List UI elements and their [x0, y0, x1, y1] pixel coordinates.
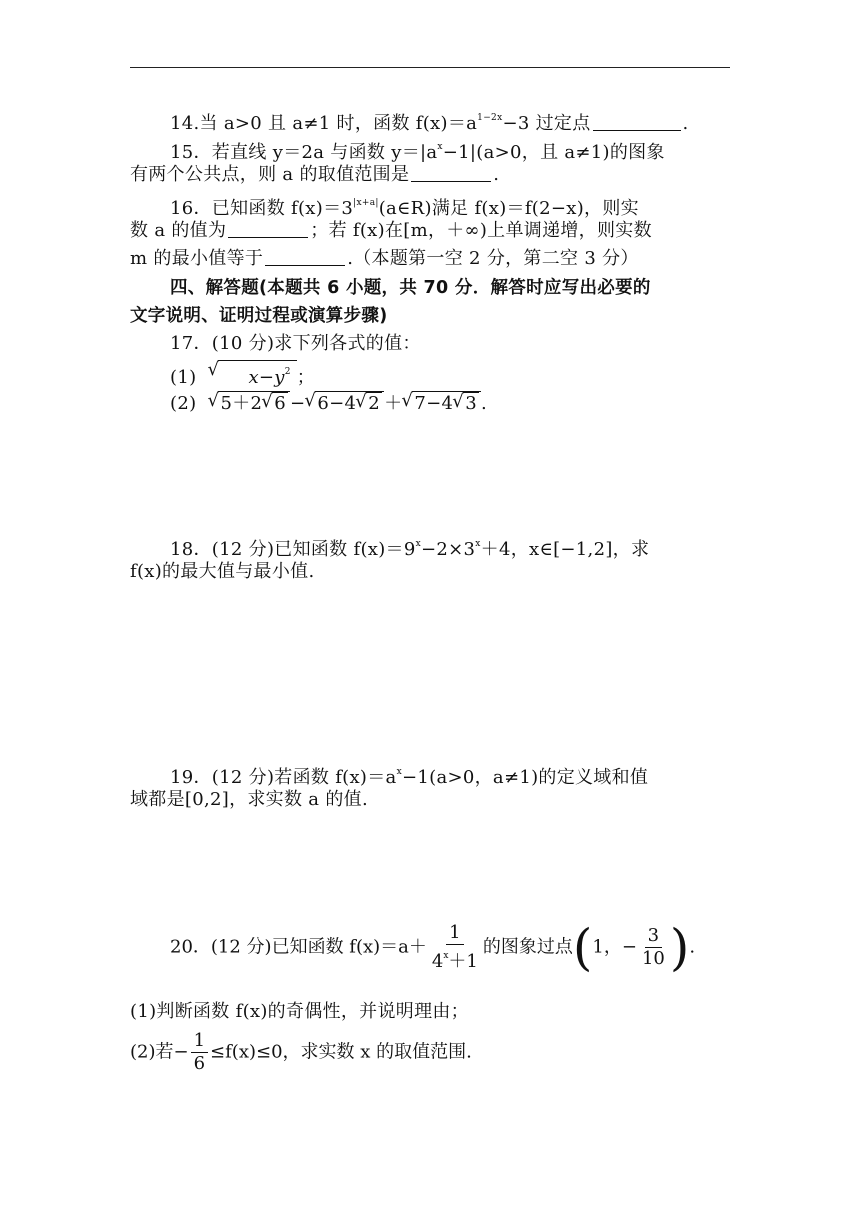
q20-den-b: ＋1 — [448, 951, 478, 972]
question-16-line2 — [130, 217, 730, 245]
q20-frac-num: 1 — [446, 922, 463, 945]
q14-label: 14. — [170, 113, 200, 134]
question-20-part1: (1)判断函数 f(x)的奇偶性，并说明理由； — [130, 1001, 469, 1022]
q14-exponent: 1−2x — [477, 113, 503, 123]
q17-p2-sqrt-b — [315, 391, 384, 415]
question-17-part1 — [130, 360, 770, 388]
question-15 — [130, 133, 770, 161]
q17-p2-sqrt-a — [218, 391, 290, 415]
question-20-part2 — [130, 1030, 750, 1090]
q17-p2-label: (2) — [170, 393, 197, 414]
q17-p2-inner-b: √ 2 — [366, 392, 382, 415]
q15-line2: 有两个公共点，则 a 的取值范围是 — [130, 164, 410, 185]
q20-right-paren: ) — [669, 918, 690, 977]
question-16-line3 — [130, 245, 730, 273]
q20-p2-den: 6 — [193, 1053, 206, 1074]
q20-line1a: 20．(12 分)已知函数 f(x)＝a＋ — [170, 936, 427, 958]
q14-text: 当 a>0 且 a≠1 时，函数 f(x)＝a — [199, 113, 478, 134]
q19-exp: x — [396, 767, 402, 777]
q17-p2-inner-c: √ 3 — [463, 392, 479, 415]
q20-left-paren: ( — [572, 918, 593, 977]
q18-line1b: −2×3 — [421, 539, 476, 560]
q20-frac-den — [429, 945, 481, 973]
q20-fraction — [429, 922, 481, 973]
q17-p1-end: ； — [296, 367, 316, 388]
question-16 — [130, 189, 770, 217]
question-18-cont: f(x)的最大值与最小值. — [130, 561, 315, 582]
q18-exp2: x — [475, 539, 481, 549]
q18-line1c: ＋4，x∈[−1,2]，求 — [480, 539, 650, 560]
q16-line2a: 数 a 的值为 — [130, 220, 227, 241]
q20-p2-frac — [191, 1030, 208, 1075]
q20-point-den: 10 — [641, 948, 665, 969]
question-17-title: 17．(10 分)求下列各式的值： — [170, 333, 421, 354]
q17-p1-expr: x−y — [248, 367, 285, 388]
q20-den-a: 4 — [431, 951, 444, 972]
q17-p2-a: 5＋2 — [220, 393, 263, 414]
q14-text-b: −3 过定点 — [502, 113, 591, 134]
q15-line1: 15．若直线 y＝2a 与函数 y＝|a — [170, 142, 438, 163]
q20-point-a: 1，− — [592, 936, 637, 958]
q20-point-num: 3 — [645, 925, 662, 948]
q20-point-frac — [639, 925, 668, 970]
question-19-cont: 域都是[0,2]，求实数 a 的值. — [130, 789, 368, 810]
section-heading-cont: 文字说明、证明过程或演算步骤) — [130, 306, 388, 326]
q20-p2a: (2)若− — [130, 1041, 189, 1063]
q17-p2-inner-a: √ 6 — [272, 392, 288, 415]
q15-exponent: x — [437, 142, 443, 152]
q18-line1a: 18．(12 分)已知函数 f(x)＝9 — [170, 539, 416, 560]
q20-end: . — [689, 936, 696, 958]
q20-den-exp: x — [443, 951, 449, 961]
question-17-part2: (2) √ 5＋2√ 6 −√ 6−4√ 2 ＋√ 7−4√ 3 . — [130, 390, 770, 418]
q17-p2-c: 7−4 — [414, 393, 454, 414]
question-20 — [130, 918, 790, 986]
q18-exp1: x — [415, 539, 421, 549]
q17-p1-sqrt — [218, 360, 296, 389]
q16-answer-blank-1[interactable] — [228, 219, 308, 238]
top-rule — [130, 67, 730, 68]
question-14 — [130, 104, 770, 132]
q15-end: . — [493, 164, 500, 185]
q16-line1b: (a∈R)满足 f(x)＝f(2−x)，则实 — [378, 198, 639, 219]
q19-line1b: −1(a>0，a≠1)的定义域和值 — [401, 767, 649, 788]
q17-p2-end: . — [481, 393, 488, 414]
q17-p1-exp: 2 — [284, 367, 291, 377]
q15-line1b: −1|(a>0，且 a≠1)的图象 — [442, 142, 665, 163]
q19-line1a: 19．(12 分)若函数 f(x)＝a — [170, 767, 397, 788]
question-18 — [130, 530, 770, 558]
q14-end: . — [682, 113, 689, 134]
q16-line3a: m 的最小值等于 — [130, 248, 264, 269]
q16-answer-blank-2[interactable] — [265, 247, 345, 266]
q17-p2-sqrt-c — [412, 391, 481, 415]
question-15-cont — [130, 161, 730, 189]
q20-line1b: 的图象过点 — [482, 936, 573, 958]
section-heading: 四、解答题(本题共 6 小题，共 70 分．解答时应写出必要的 — [170, 278, 651, 298]
q20-p2b: ≤f(x)≤0，求实数 x 的取值范围. — [210, 1041, 472, 1063]
q16-line1a: 16．已知函数 f(x)＝3 — [170, 198, 354, 219]
question-19 — [130, 758, 770, 786]
q16-line3b: .（本题第一空 2 分，第二空 3 分） — [347, 248, 639, 269]
q15-answer-blank[interactable] — [411, 163, 491, 182]
q16-line2b: ；若 f(x)在[m，＋∞)上单调递增，则实数 — [310, 220, 652, 241]
q17-p1-label: (1) — [170, 367, 197, 388]
q17-p2-b: 6−4 — [317, 393, 357, 414]
q14-answer-blank[interactable] — [593, 112, 681, 131]
q20-p2-num: 1 — [191, 1030, 208, 1053]
q16-exponent: |x+a| — [353, 198, 379, 208]
